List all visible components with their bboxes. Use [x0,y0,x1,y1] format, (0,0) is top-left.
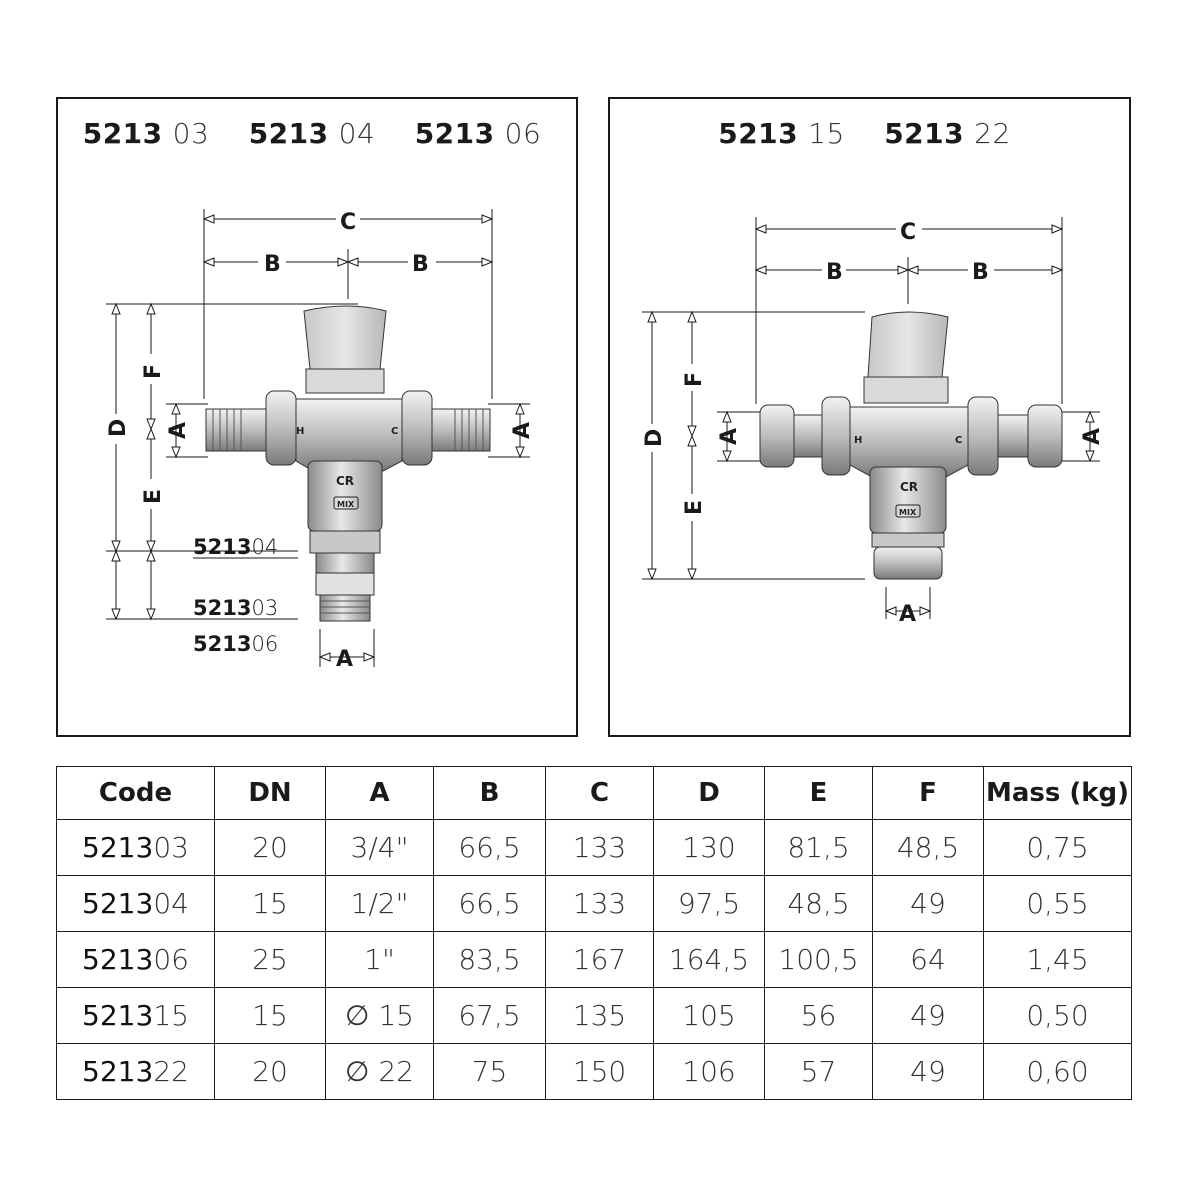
diagram-panel-right [608,97,1131,737]
cell-code: 521304 [57,876,215,932]
code-label: 5213 04 [248,117,376,150]
cold-mark: C [955,435,963,446]
dim-label-f: F [682,371,707,387]
hot-mark: H [296,426,305,437]
dim-label-a: A [1080,427,1105,445]
hot-mark: H [854,435,863,446]
cell-f: 48,5 [873,820,984,876]
dim-label-c: C [900,220,917,245]
cell-e: 57 [765,1044,873,1100]
cell-d: 97,5 [654,876,765,932]
cell-e: 56 [765,988,873,1044]
cell-e: 81,5 [765,820,873,876]
column-header: D [654,767,765,820]
cell-a: ∅ 22 [326,1044,434,1100]
dim-label-e: E [682,499,707,515]
dim-label-b: B [826,260,843,285]
cell-c: 133 [546,820,654,876]
variant-label: 521304 [193,535,279,559]
dimensions-table [56,766,1132,1100]
column-header: A [326,767,434,820]
code-label: 5213 03 [82,117,210,150]
cell-f: 49 [873,876,984,932]
cell-dn: 15 [215,988,326,1044]
cell-c: 167 [546,932,654,988]
table-row [57,820,1132,876]
thermostatic-mixing-valve [206,306,490,621]
cell-d: 130 [654,820,765,876]
thermostatic-mixing-valve [760,312,1062,579]
table-row [57,876,1132,932]
diagram-panel-left [56,97,578,737]
cell-dn: 25 [215,932,326,988]
column-header: Code [57,767,215,820]
cell-code: 521303 [57,820,215,876]
cell-a: 3/4" [326,820,434,876]
column-header: C [546,767,654,820]
cold-mark: C [391,426,399,437]
table-header-row [57,767,1132,820]
cell-b: 67,5 [434,988,546,1044]
column-header: F [873,767,984,820]
cell-d: 105 [654,988,765,1044]
cell-mass: 0,50 [984,988,1132,1044]
cell-mass: 1,45 [984,932,1132,988]
cell-b: 66,5 [434,820,546,876]
valve-drawing-left [58,99,576,735]
cell-b: 66,5 [434,876,546,932]
column-header: Mass (kg) [984,767,1132,820]
column-header: E [765,767,873,820]
cell-b: 75 [434,1044,546,1100]
variant-label: 521303 [193,596,279,620]
cell-mass: 0,55 [984,876,1132,932]
cell-code: 521306 [57,932,215,988]
valve-drawing-right [610,99,1129,735]
dim-label-d: D [106,418,131,437]
variant-label: 521306 [193,632,279,656]
cell-dn: 20 [215,1044,326,1100]
cell-d: 106 [654,1044,765,1100]
code-label: 5213 06 [414,117,542,150]
cell-code: 521315 [57,988,215,1044]
cell-c: 135 [546,988,654,1044]
dim-label-b: B [412,252,429,277]
dim-label-b: B [972,260,989,285]
brand-logo: CR [336,474,355,488]
code-label: 5213 15 [718,117,845,150]
dim-label-f: F [141,363,166,379]
dim-label-a: A [717,427,742,445]
cell-b: 83,5 [434,932,546,988]
cell-e: 100,5 [765,932,873,988]
cell-f: 64 [873,932,984,988]
cell-d: 164,5 [654,932,765,988]
code-label: 5213 22 [884,117,1011,150]
cell-f: 49 [873,988,984,1044]
dim-label-a: A [899,602,917,627]
cell-mass: 0,75 [984,820,1132,876]
dim-label-a: A [166,421,191,439]
cell-a: 1/2" [326,876,434,932]
cell-code: 521322 [57,1044,215,1100]
cell-f: 49 [873,1044,984,1100]
dim-label-b: B [264,252,281,277]
cell-a: 1" [326,932,434,988]
column-header: B [434,767,546,820]
cell-dn: 15 [215,876,326,932]
cell-mass: 0,60 [984,1044,1132,1100]
table-row [57,1044,1132,1100]
mix-mark: MIX [337,500,355,509]
dim-label-a: A [336,647,354,672]
brand-logo: CR [900,480,919,494]
dim-label-e: E [141,488,166,504]
dim-label-a: A [510,421,535,439]
cell-dn: 20 [215,820,326,876]
cell-c: 133 [546,876,654,932]
table-row [57,988,1132,1044]
dim-label-c: C [340,210,357,235]
cell-c: 150 [546,1044,654,1100]
dim-label-d: D [642,428,667,447]
table-row [57,932,1132,988]
mix-mark: MIX [899,508,917,517]
cell-e: 48,5 [765,876,873,932]
column-header: DN [215,767,326,820]
cell-a: ∅ 15 [326,988,434,1044]
